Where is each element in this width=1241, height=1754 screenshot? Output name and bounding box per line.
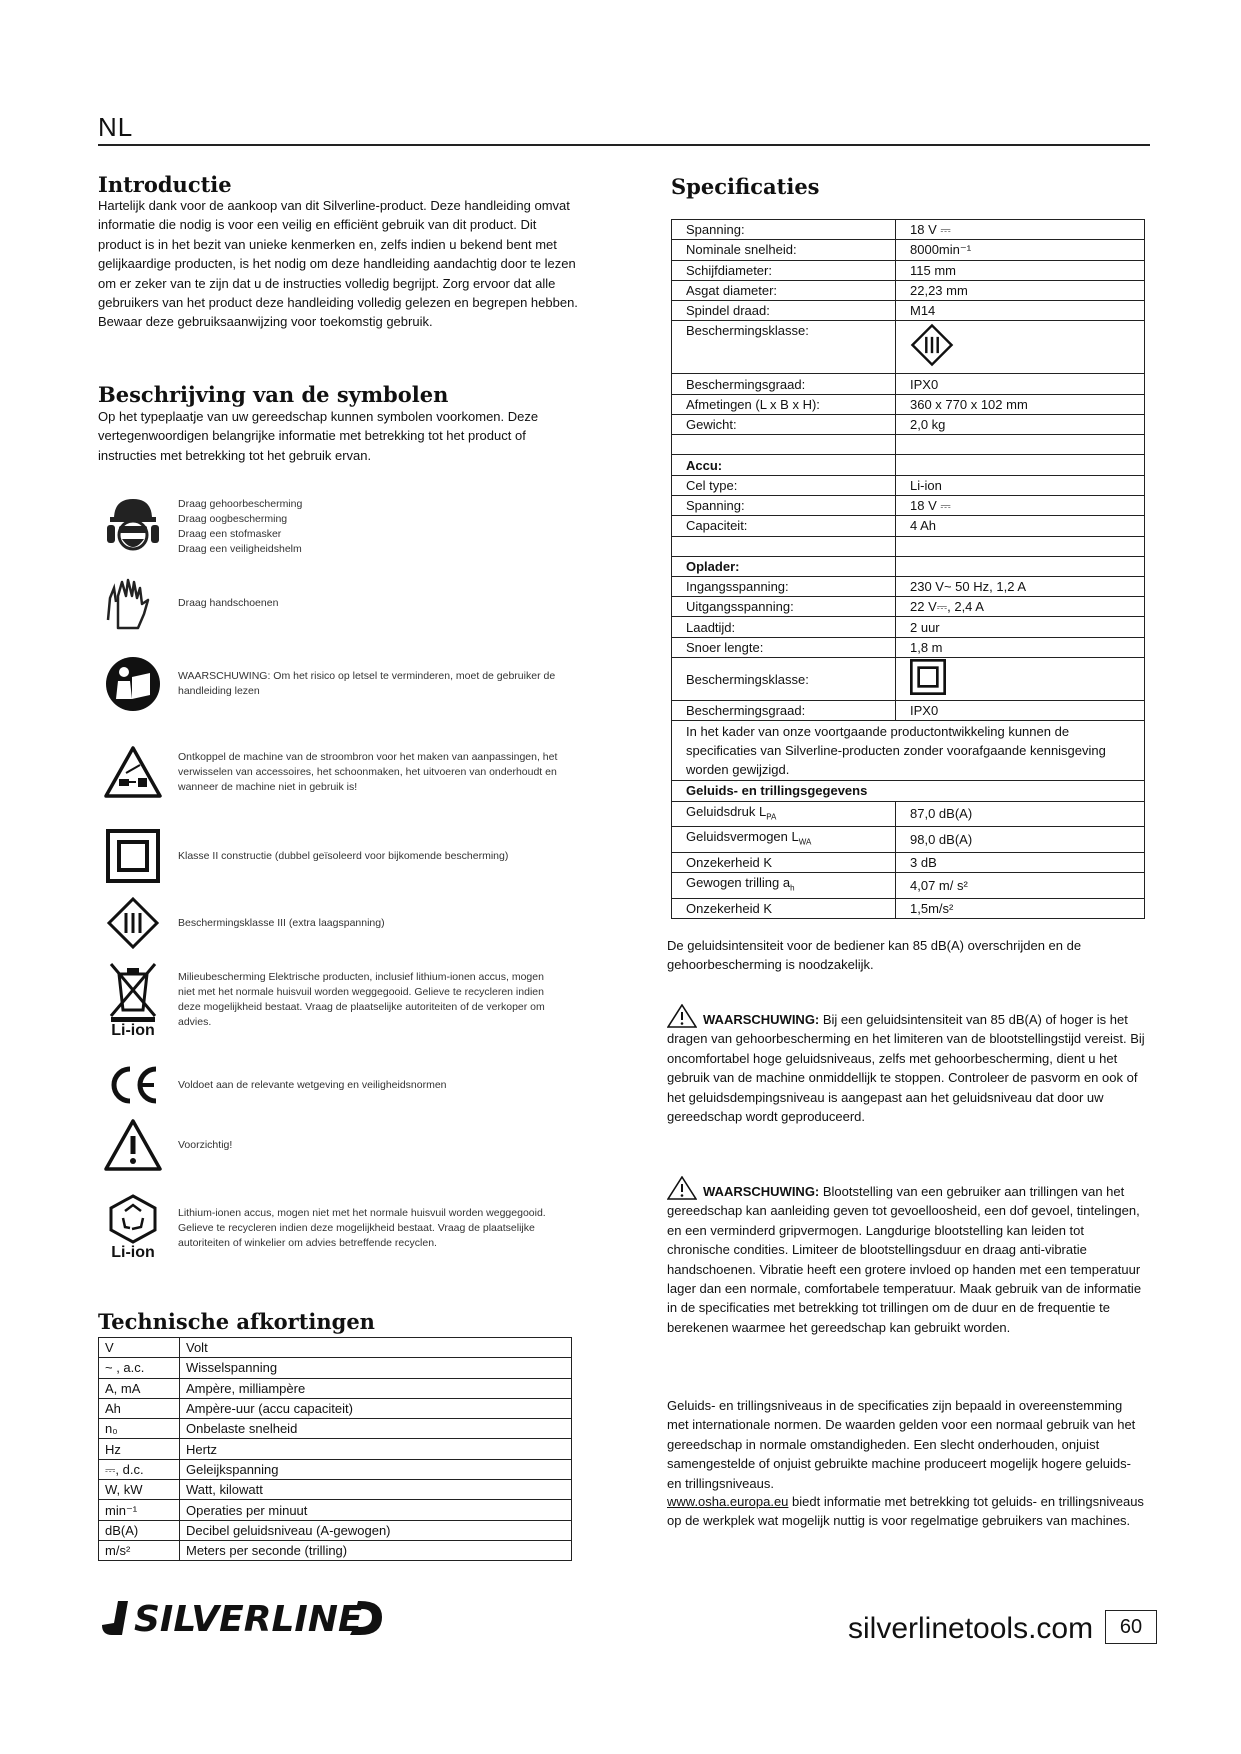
abbreviation-row: W, kW Watt, kilowatt xyxy=(99,1480,572,1500)
gloves-icon xyxy=(104,574,162,632)
symbol-row-gloves xyxy=(104,574,558,632)
spec-row: Gewicht: 2,0 kg xyxy=(672,415,1145,435)
spec-row-heading: Oplader: xyxy=(672,556,1145,576)
spec-row: Asgat diameter: 22,23 mm xyxy=(672,280,1145,300)
class-ii-icon xyxy=(104,827,162,885)
spec-row: Ingangsspanning: 230 V~ 50 Hz, 1,2 A xyxy=(672,576,1145,596)
osha-link[interactable]: www.osha.europa.eu xyxy=(667,1494,789,1509)
spec-row: Geluidsvermogen $L_{WA}$ 98,0 dB(A) xyxy=(672,827,1145,853)
abbreviation-row: n₀ Onbelaste snelheid xyxy=(99,1419,572,1439)
symbol-row-ce xyxy=(104,1056,558,1114)
abbreviation-row: dB(A) Decibel geluidsniveau (A-gewogen) xyxy=(99,1520,572,1540)
symbols-title: Beschrijving van de symbolen xyxy=(98,382,449,407)
read-manual-icon xyxy=(104,655,162,713)
warning-icon xyxy=(667,1176,697,1200)
abbreviation-row: A, mA Ampère, milliampère xyxy=(99,1378,572,1398)
intro-text: Hartelijk dank voor de aankoop van dit Silverline-product. Deze handleiding omvat informatie die nodig is voor een veilig en efficiënt gebruik van dit product. Dit product is in het bezit van unieke kenmerken en, zelfs indien u bekend bent met gelijkaardige producten, is het nodig om deze handleiding aandachtig door te lezen om er zeker van te zijn dat u de instructies volledig begrijpt. Zorg ervoor dat alle gebruikers van het product deze handleiding volledig gelezen en begrepen hebben. Bewaar deze gebruiksaanwijzing voor toekomstig gebruik. xyxy=(98,198,578,330)
spec-row: Beschermingsklasse: xyxy=(672,321,1145,374)
abbreviation-row: ~ , a.c. Wisselspanning xyxy=(99,1358,572,1378)
caution-icon xyxy=(104,1116,162,1174)
noise-info-text: De geluidsintensiteit voor de bediener kan 85 dB(A) overschrijden en de gehoorbescherming is noodzakelijk. xyxy=(667,938,1082,973)
spec-row: Uitgangsspanning: 22 V⎓, 2,4 A xyxy=(672,597,1145,617)
symbol-text: WAARSCHUWING: Om het risico op letsel te verminderen, moet de gebruiker de handleiding lezen xyxy=(178,670,556,697)
symbol-text: Voorzichtig! xyxy=(178,1138,233,1151)
class-ii-icon xyxy=(910,659,946,695)
language-code: NL xyxy=(98,112,134,142)
spec-row: Spanning: 18 V ⎓ xyxy=(672,495,1145,515)
symbol-row-class-iii xyxy=(104,894,558,952)
spec-row: Nominale snelheid: 8000min⁻¹ xyxy=(672,240,1145,260)
class-iii-icon xyxy=(910,323,954,367)
abbreviations-table xyxy=(98,1337,572,1561)
symbol-text: Draag gehoorbescherming Draag oogbescherming Draag een stofmasker Draag een veiligheidshelm xyxy=(178,498,303,555)
symbol-row-manual xyxy=(104,655,558,713)
intro-title: Introductie xyxy=(98,172,232,197)
spec-row: Beschermingsklasse: xyxy=(672,658,1145,701)
symbol-row-recycle xyxy=(104,1188,558,1268)
symbol-text: Draag handschoenen xyxy=(178,596,279,609)
spec-row-heading: Accu: xyxy=(672,455,1145,475)
spec-row: Beschermingsgraad: IPX0 xyxy=(672,701,1145,721)
li-ion-label: Li-ion xyxy=(111,1022,155,1039)
spec-row: Spindel draad: M14 xyxy=(672,301,1145,321)
symbol-text: Beschermingsklasse III (extra laagspanning) xyxy=(178,916,385,929)
symbol-row-class-ii xyxy=(104,827,558,885)
ppe-head-icon xyxy=(104,498,162,556)
spec-row: Onzekerheid K 1,5m/s² xyxy=(672,898,1145,918)
weee-li-ion-icon xyxy=(104,955,162,1045)
symbols-text: Op het typeplaatje van uw gereedschap kunnen symbolen voorkomen. Deze vertegenwoordigen belangrijke informatie met betrekking tot het product of instructies met betrekking tot het gebruik ervan. xyxy=(98,409,539,463)
symbol-text: Klasse II constructie (dubbel geïsoleerd voor bijkomende bescherming) xyxy=(178,849,509,862)
header-rule xyxy=(98,144,1150,146)
website-url: silverlinetools.com xyxy=(848,1612,1094,1645)
specs-table xyxy=(671,219,1145,919)
spec-note: In het kader van onze voortgaande productontwikkeling kunnen de specificaties van Silverline-producten zonder voorafgaande kennisgeving worden gewijzigd. xyxy=(672,721,1145,781)
spec-row: Laadtijd: 2 uur xyxy=(672,617,1145,637)
li-ion-label: Li-ion xyxy=(111,1244,155,1261)
spec-row: Spanning: 18 V ⎓ xyxy=(672,220,1145,240)
symbol-row-caution xyxy=(104,1116,558,1174)
svg-text:SILVERLINE: SILVERLINE xyxy=(134,1599,363,1639)
intro-section xyxy=(98,172,578,332)
spec-row: Beschermingsgraad: IPX0 xyxy=(672,374,1145,394)
spec-row-blank xyxy=(672,435,1145,455)
spec-row: Gewogen trilling $a_h$ 4,07 m/ s² xyxy=(672,873,1145,899)
abbreviation-row: V Volt xyxy=(99,1338,572,1358)
osha-text: www.osha.europa.eu biedt informatie met betrekking tot geluids- en trillingsniveaus op de werkplek wat mogelijk nuttig is voor regelmatige gebruikers van machines. xyxy=(667,1494,1144,1529)
symbol-row-disconnect xyxy=(104,743,558,801)
abbreviation-row: m/s² Meters per seconde (trilling) xyxy=(99,1540,572,1560)
spec-row: Schijfdiameter: 115 mm xyxy=(672,260,1145,280)
symbol-text: Voldoet aan de relevante wetgeving en veiligheidsnormen xyxy=(178,1078,447,1091)
spec-note-row xyxy=(672,721,1145,781)
spec-row: Afmetingen (L x B x H): 360 x 770 x 102 mm xyxy=(672,394,1145,414)
symbol-text: Milieubescherming Elektrische producten, inclusief lithium-ionen accus, mogen niet met het normale huisvuil worden weggegooid. Gelieve te recycleren indien deze mogelijkheid bestaat. Vraag de plaatselijke autoriteiten of de verkoper om advies. xyxy=(178,971,545,1028)
abbreviation-row: ⎓, d.c. Geleijkspanning xyxy=(99,1459,572,1479)
abbreviation-row: Hz Hertz xyxy=(99,1439,572,1459)
abbreviation-row: min⁻¹ Operaties per minuut xyxy=(99,1500,572,1520)
warning-icon xyxy=(667,1004,697,1028)
standards-text: Geluids- en trillingsniveaus in de specificaties zijn bepaald in overeenstemming met internationale normen. De waarden gelden voor een normaal gebruik van het gereedschap in normale omstandigheden. Een slecht onderhouden, onjuist samengestelde of onjuist gebruikte machine produceert mogelijk hogere geluids- en trillingsniveaus. xyxy=(667,1398,1136,1491)
spec-row: Capaciteit: 4 Ah xyxy=(672,516,1145,536)
spec-row: Snoer lengte: 1,8 m xyxy=(672,637,1145,657)
spec-row: Cel type: Li-ion xyxy=(672,475,1145,495)
symbol-row-weee xyxy=(104,955,558,1045)
spec-row-blank xyxy=(672,536,1145,556)
vibration-warning: WAARSCHUWING: Blootstelling van een gebruiker aan trillingen van het gereedschap kan aanleiding geven tot gevoelloosheid, een dof gevoel, tintelingen, en een verminderd gripvermogen. Langdurige blootstelling kan leiden tot chronische condities. Limiteer de blootstellingsduur en draag anti-vibratie handschoenen. Vibratie heeft een grotere invloed op handen met een temperatuur lager dan een normale, comfortabele temperatuur. Maak gebruik van de informatie in de specificaties met betrekking tot trillingen om de duur en de frequentie te berekenen waarmee het gereedschap kan gebruikt worden. xyxy=(667,1176,1145,1337)
abbreviations-title: Technische afkortingen xyxy=(98,1309,375,1334)
symbols-section xyxy=(98,382,578,465)
noise-warning: WAARSCHUWING: Bij een geluidsintensiteit van 85 dB(A) of hoger is het dragen van gehoorbescherming en het limiteren van de blootstellingstijd vereist. Bij oncomfortabel hoge geluidsniveaus, zelfs met gehoorbescherming, dient u het gebruik van de machine onmiddellijk te stoppen. Controleer de pasvorm en ook of het geluidsdempingsniveau is aangepast aan het geluidsniveau dat door uw gereedschap wordt geproduceerd. xyxy=(667,1004,1145,1126)
recycle-li-ion-icon xyxy=(104,1188,162,1268)
spec-row: Onzekerheid K 3 dB xyxy=(672,852,1145,872)
spec-row: Geluidsdruk $L_{PA}$ 87,0 dB(A) xyxy=(672,801,1145,827)
spec-row-heading: Geluids- en trillingsgegevens xyxy=(672,781,1145,801)
specs-title: Specificaties xyxy=(671,174,820,199)
silverline-logo xyxy=(98,1595,398,1644)
page-number: 60 xyxy=(1105,1610,1157,1644)
abbreviation-row: Ah Ampère-uur (accu capaciteit) xyxy=(99,1398,572,1418)
symbol-text: Lithium-ionen accus, mogen niet met het normale huisvuil worden weggegooid. Gelieve te recycleren indien deze mogelijkheid bestaat. Vraag de plaatselijke autoriteiten of winkelier om advies betreffende recyclen. xyxy=(178,1206,546,1249)
disconnect-warning-icon xyxy=(104,743,162,801)
ce-mark-icon xyxy=(104,1056,162,1114)
symbol-text: Ontkoppel de machine van de stroombron voor het maken van aanpassingen, het verwisselen van accessoires, het schoonmaken, het uitvoeren van onderhoudt en wanneer de machine niet in gebruik is! xyxy=(178,750,558,793)
symbol-row-ppe xyxy=(104,497,558,557)
class-iii-icon xyxy=(104,894,162,952)
